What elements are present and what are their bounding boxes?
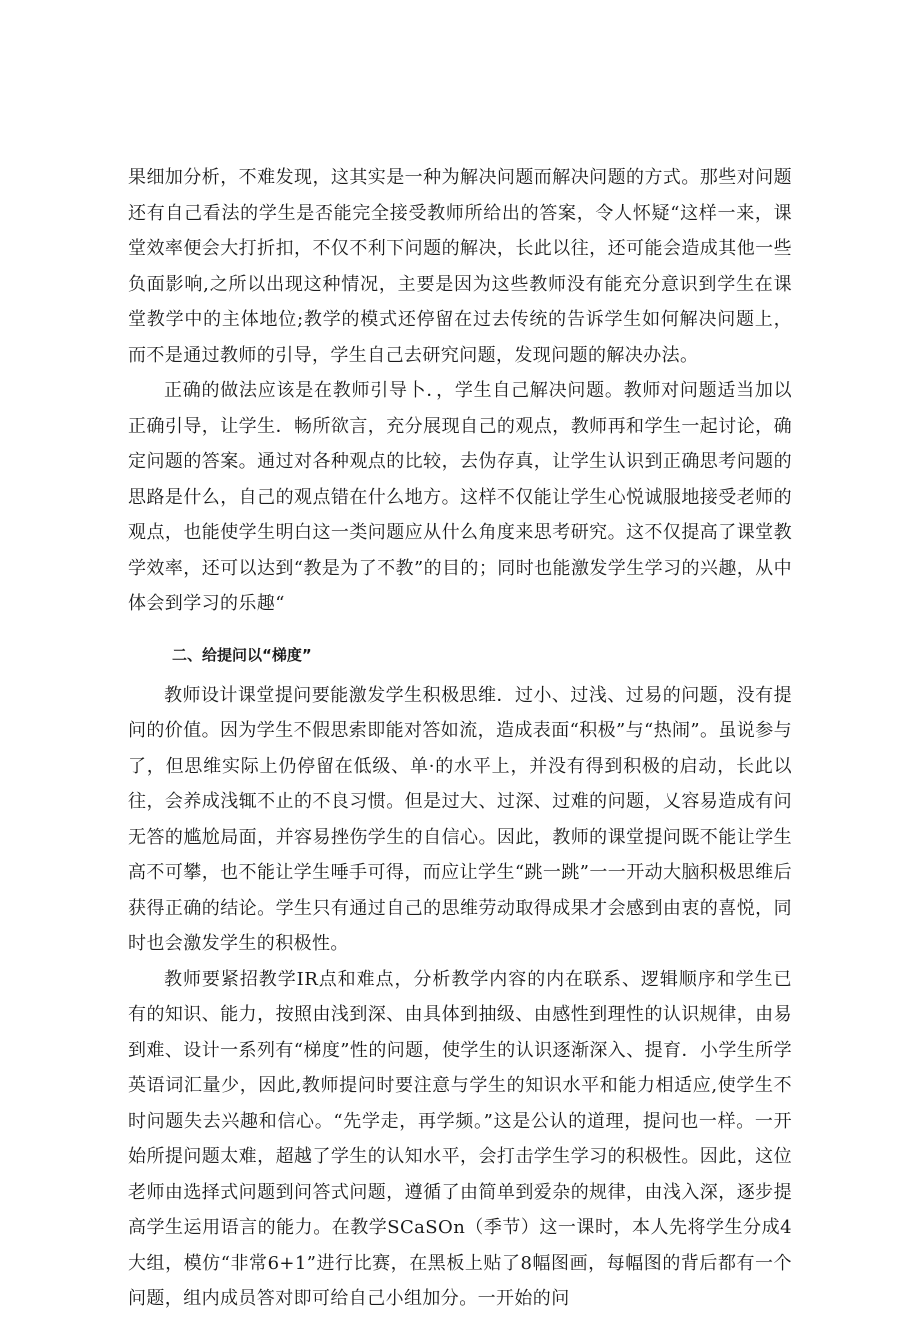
paragraph-teaching-focus: 教师要紧招教学IR点和难点，分析教学内容的内在联系、逻辑顺序和学生已有的知识、能力，按照由浅到深、由具体到抽级、由感性到理性的认识规律，由易到难、设计一系列有“梯度”性的问题，使学生的认识逐渐深入、提育．小学生所学英语词汇量少，因此,教师提问时要注意与学生的知识水平和能力相适应,使学生不时问题失去兴趣和信心。“先学走，再学频。”这是公认的道理，提问也一样。一开始所提问题太难，超越了学生的认知水平，会打击学生学习的积极性。因此，这位老师由选择式问题到问答式问题，遵循了由简单到爱杂的规律，由浅入深，逐步提高学生运用语言的能力。在教学SCaSOn（季节）这一课时，本人先将学生分成4大组，模仿“非常6+1”进行比赛，在黑板上贴了8幅图画，每幅图的背后都有一个问题，组内成员答对即可给自己小组加分。一开始的问 xyxy=(128,968,792,1309)
document-body xyxy=(128,160,792,1317)
paragraph-question-design: 教师设计课堂提问要能激发学生积极思维．过小、过浅、过易的问题，没有提问的价值。因为学生不假思索即能对答如流，造成表面“积极”与“热闹”。虽说参与了，但思维实际上仍停留在低级、单·的水平上，并没有得到积极的启动，长此以往，会养成浅辄不止的不良习惯。但是过大、过深、过难的问题，乂容易造成有问无答的尴尬局面，并容易挫伤学生的自信心。因此，教师的课堂提问既不能让学生高不可攀，也不能让学生唾手可得，而应让学生“跳一跳”一一开动大脑积极思维后获得正确的结论。学生只有通过自己的思维劳动取得成果才会感到由衷的喜悦，同时也会激发学生的积极性。 xyxy=(128,684,793,954)
section-heading-gradient: 二、给提问以“梯度” xyxy=(172,645,312,664)
paragraph-continuation: 果细加分析，不难发现，这其实是一种为解决问题而解决问题的方式。那些对问题还有自己看法的学生是否能完全接受教师所给出的答案，令人怀疑“这样一来，课堂效率便会大打折扣，不仅不利下问题的解决，长此以往，还可能会造成其他一些负面影响,之所以出现这种情况，主要是因为这些教师没有能充分意识到学生在课堂教学中的主体地位;教学的模式还停留在过去传统的告诉学生如何解决问题上，而不是通过教师的引导，学生自己去研究问题，发现问题的解决办法。 xyxy=(128,167,792,366)
paragraph-correct-approach: 正确的做法应该是在教师引导卜．，学生自己解决问题。教师对问题适当加以正确引导，让学生．畅所欲言，充分展现自己的观点，教师再和学生一起讨论，确定问题的答案。通过对各种观点的比较，去伪存真，让学生认识到正确思考问题的思路是什么，自己的观点错在什么地方。这样不仅能让学生心悦诚服地接受老师的观点，也能使学生明白这一类问题应从什么角度来思考研究。这不仅提高了课堂教学效率，还可以达到“教是为了不教”的目的；同时也能激发学生学习的兴趣，从中体会到学习的乐趣“ xyxy=(128,380,792,614)
